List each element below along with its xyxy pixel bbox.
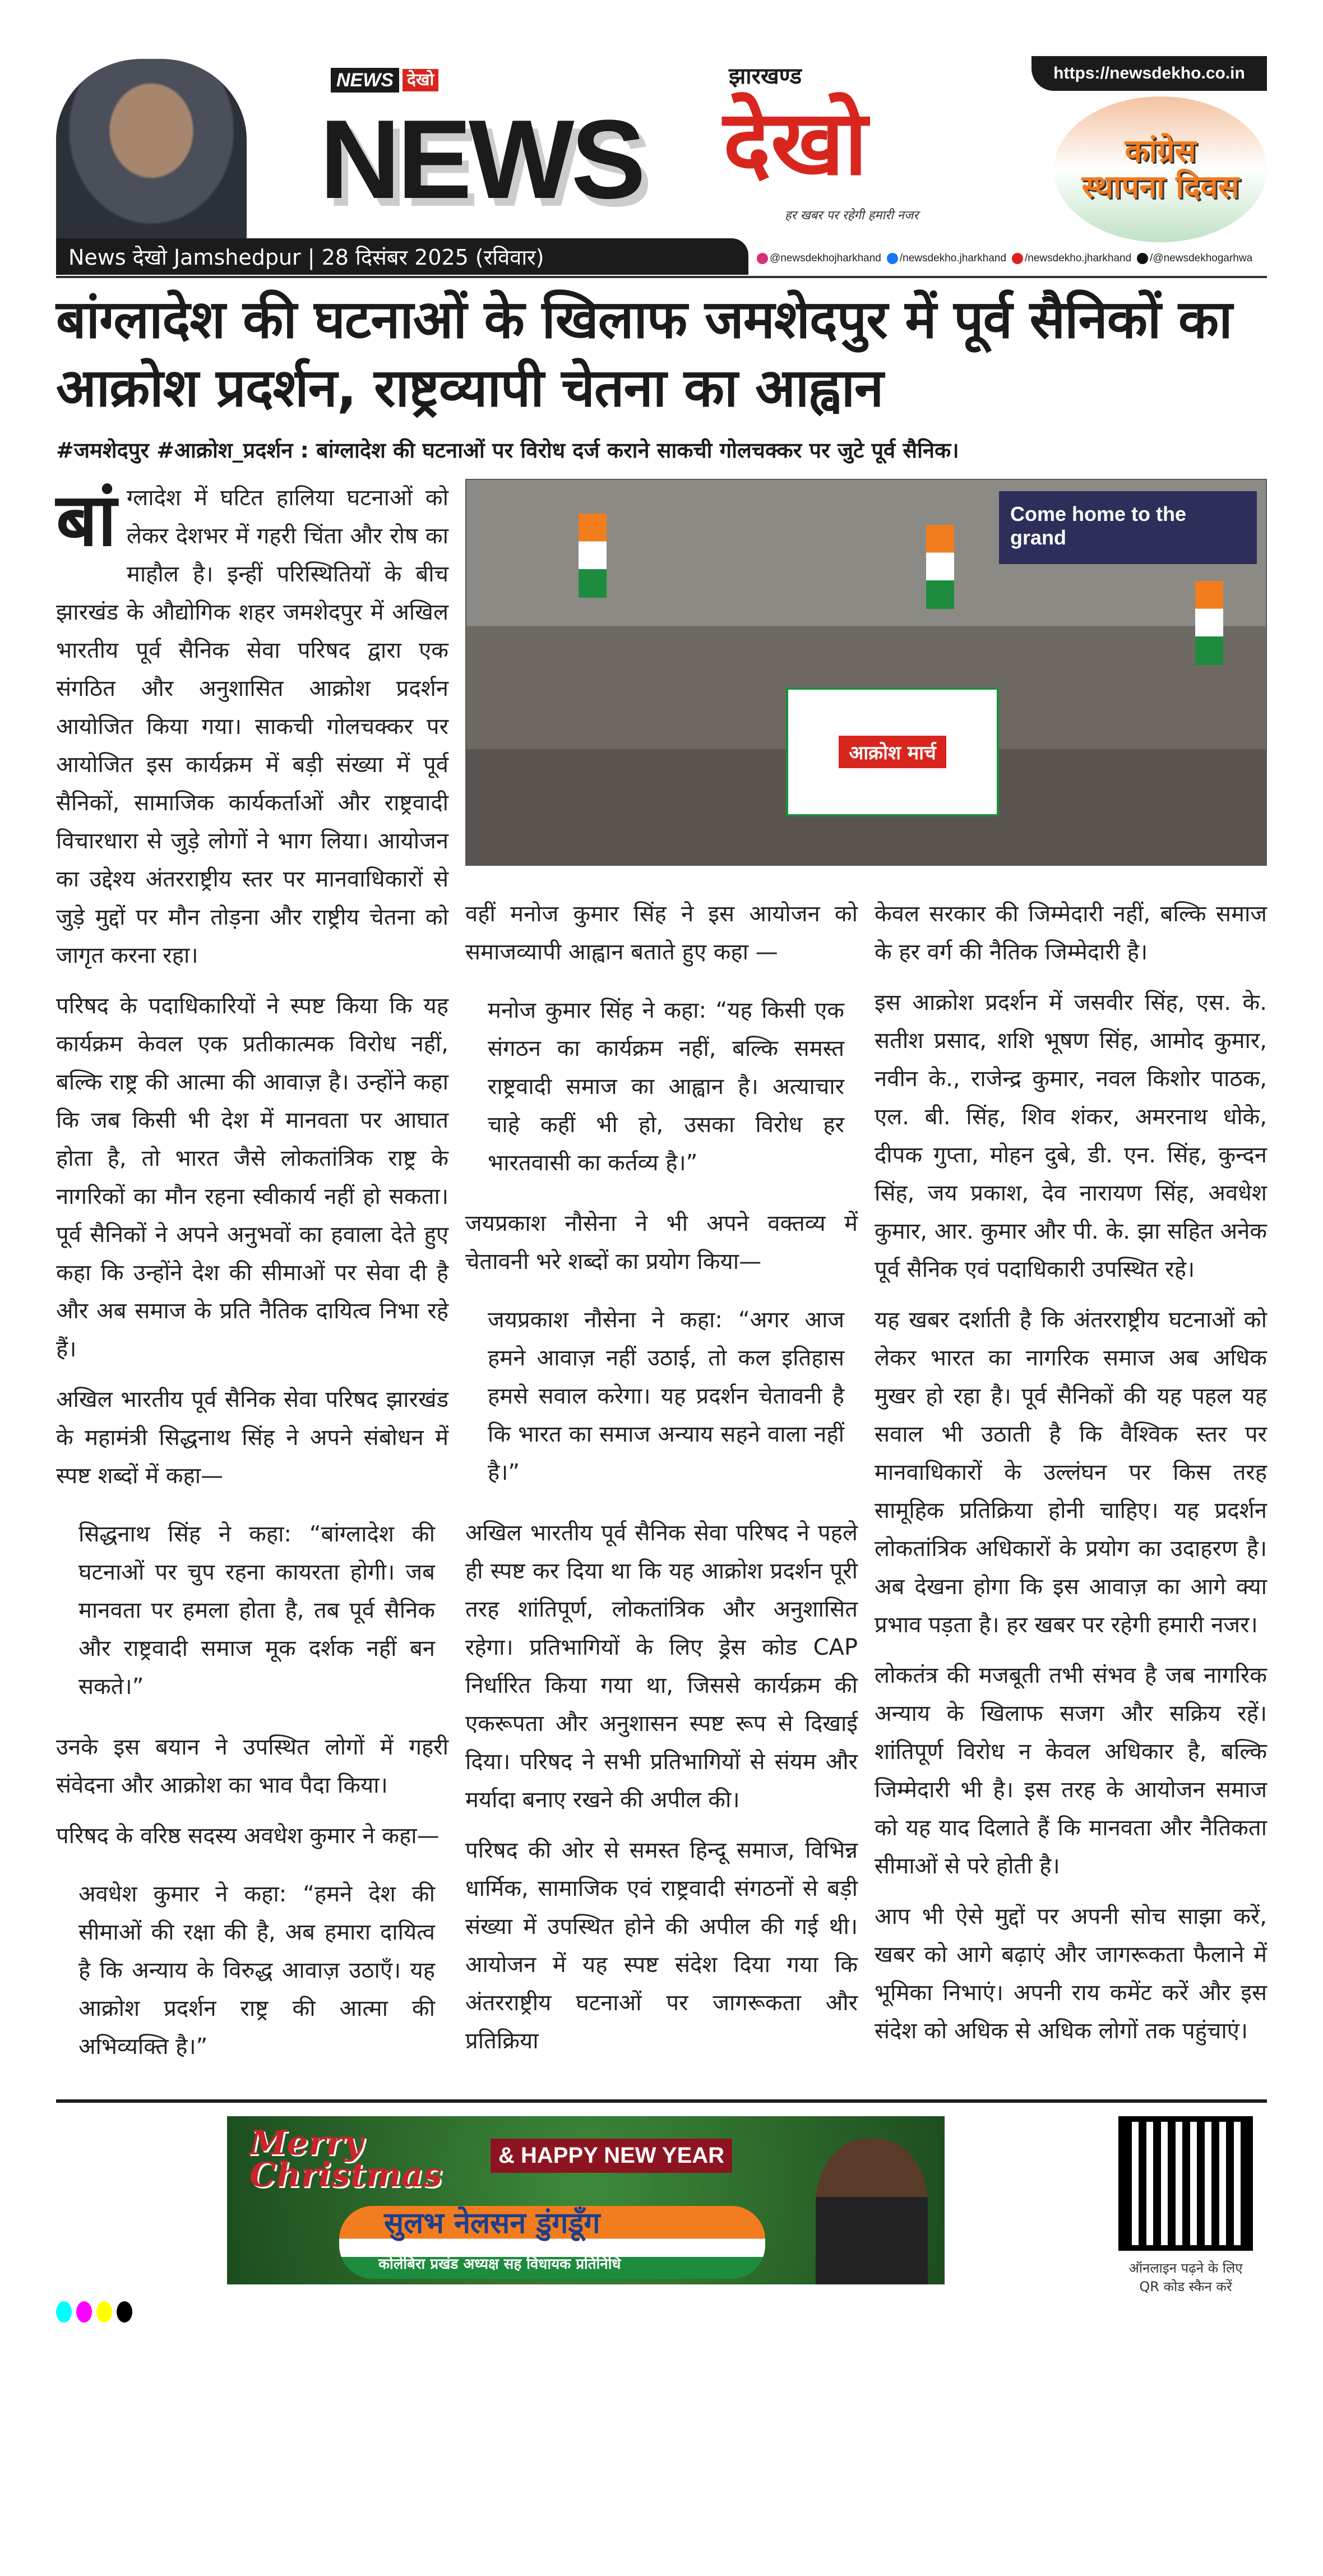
x-link[interactable] [1137, 252, 1252, 265]
paragraph: यह खबर दर्शाती है कि अंतरराष्ट्रीय घटनाओं को लेकर भारत का नागरिक समाज अब अधिक मुखर हो रहा है। पूर्व सैनिकों की यह पहल यह सवाल भी उठाती है कि वैश्विक स्तर पर मानवाधिकारों के उल्लंघन पर किस तरह सामूहिक प्रतिक्रिया होनी चाहिए। यह प्रदर्शन लोकतांत्रिक अधिकारों के प्रयोग का उदाहरण है। अब देखना होगा कि इस आवाज़ का आगे क्या प्रभाव पड़ता है। हर खबर पर रहेगी हमारी नजर। [875, 1307, 1267, 1638]
footer-divider [56, 2099, 1267, 2103]
header-divider [56, 276, 1267, 278]
headline: बांग्लादेश की घटनाओं के खिलाफ जमशेदपुर में पूर्व सैनिकों का आक्रोश प्रदर्शन, राष्ट्रव्यापी चेतना का आह्वान [56, 289, 1232, 419]
mini-logo-dekho: देखो [403, 69, 438, 91]
column-3 [875, 895, 1267, 2062]
paragraph: उनके इस बयान ने उपस्थित लोगों में गहरी संवेदना और आक्रोश का भाव पैदा किया। [56, 1734, 448, 1798]
congress-foundation-day-badge [1054, 96, 1267, 242]
facebook-handle: /newsdekho.jharkhand [899, 252, 1007, 264]
website-url[interactable]: https://newsdekho.co.in [1031, 56, 1267, 91]
protest-photo [465, 479, 1267, 866]
logo-dekho: देखो [723, 90, 868, 195]
masthead [0, 0, 1323, 280]
paragraph: परिषद के वरिष्ठ सदस्य अवधेश कुमार ने कहा— [56, 1822, 440, 1849]
mini-logo-news: NEWS [331, 68, 399, 93]
instagram-link[interactable] [757, 252, 881, 265]
advertisement-banner[interactable] [227, 2116, 945, 2284]
footer [0, 2099, 1323, 2335]
magenta-mark [76, 2301, 92, 2323]
instagram-handle: @newsdekhojharkhand [770, 252, 881, 264]
paragraph: परिषद के पदाधिकारियों ने स्पष्ट किया कि यह कार्यक्रम केवल एक प्रतीकात्मक विरोध नहीं, बल्कि राष्ट्र की आत्मा की आवाज़ है। उन्होंने कहा कि जब किसी भी देश में मानवता पर आघात होता है, तो भारत जैसे लोकतांत्रिक राष्ट्र के नागरिकों का मौन रहना स्वीकार्य नहीं हो सकता। पूर्व सैनिकों ने अपने अनुभवों का हवाला देते हुए कहा कि उन्होंने देश की सीमाओं पर सेवा दी है और अब समाज के प्रति नैतिक दायित्व निभा रहे हैं। [56, 992, 448, 1362]
cmyk-registration-marks [56, 2301, 132, 2323]
paragraph: जयप्रकाश नौसेना ने भी अपने वक्तव्य में चेतावनी भरे शब्दों का प्रयोग किया— [465, 1210, 858, 1275]
subheadline: #जमशेदपुर #आक्रोश_प्रदर्शन : बांग्लादेश की घटनाओं पर विरोध दर्ज कराने साकची गोलचक्कर पर जुटे पूर्व सैनिक। [56, 438, 959, 463]
x-handle: /@newsdekhogarhwa [1150, 252, 1253, 264]
quote: अवधेश कुमार ने कहा: “हमने देश की सीमाओं की रक्षा की है, अब हमारा दायित्व है कि अन्याय के विरुद्ध आवाज़ उठाएँ। यह आक्रोश प्रदर्शन राष्ट्र की आत्मा की अभिव्यक्ति है।” [78, 1881, 435, 2060]
facebook-icon [887, 253, 898, 264]
mini-logo [331, 66, 438, 94]
social-links [757, 252, 1252, 265]
ad-name: सुलभ नेलसन डुंगडूँग [384, 2206, 600, 2240]
quote: सिद्धनाथ सिंह ने कहा: “बांग्लादेश की घटनाओं पर चुप रहना कायरता होगी। जब मानवता पर हमला होता है, तब पूर्व सैनिक और राष्ट्रवादी समाज मूक दर्शक नहीं बन सकते।” [78, 1521, 435, 1700]
youtube-link[interactable] [1012, 252, 1131, 265]
paragraph: अखिल भारतीय पूर्व सैनिक सेवा परिषद झारखंड के महामंत्री सिद्धनाथ सिंह ने अपने संबोधन में स्पष्ट शब्दों में कहा— [56, 1386, 448, 1489]
qr-code[interactable] [1118, 2116, 1253, 2251]
protest-banner: आक्रोश मार्च [786, 687, 999, 816]
shop-sign: Come home to the grand [999, 491, 1257, 564]
quote: जयप्रकाश नौसेना ने कहा: “अगर आज हमने आवाज़ नहीं उठाई, तो कल इतिहास हमसे सवाल करेगा। यह प्रदर्शन चेतावनी है कि भारत का समाज अन्याय सहने वाला नहीं है।” [488, 1307, 844, 1485]
paragraph: अखिल भारतीय पूर्व सैनिक सेवा परिषद ने पहले ही स्पष्ट कर दिया था कि यह आक्रोश प्रदर्शन पूरी तरह शांतिपूर्ण, लोकतांत्रिक और अनुशासित रहेगा। प्रतिभागियों के लिए ड्रेस कोड CAP निर्धारित किया गया था, जिससे कार्यक्रम की एकरूपता और अनुशासन स्पष्ट रूप से दिखाई दिया। परिषद ने सभी प्रतिभागियों से संयम और मर्यादा बनाए रखने की अपील की। [465, 1520, 858, 1813]
logo-state: झारखण्ड [729, 63, 802, 89]
ad-merry-christmas: Merry Christmas [249, 2123, 442, 2195]
flag [579, 514, 607, 598]
column-2 [465, 895, 858, 2072]
dateline: News देखो Jamshedpur | 28 दिसंबर 2025 (रविवार) [56, 238, 748, 275]
ad-person-photo [816, 2139, 928, 2284]
x-icon [1137, 253, 1148, 264]
logo-news: NEWS [320, 97, 642, 222]
facebook-link[interactable] [887, 252, 1006, 265]
paragraph: बांग्लादेश में घटित हालिया घटनाओं को लेकर देशभर में गहरी चिंता और रोष का माहौल है। इन्हीं परिस्थितियों के बीच झारखंड के औद्योगिक शहर जमशेदपुर में अखिल भारतीय पूर्व सैनिक सेवा परिषद द्वारा एक संगठित और अनुशासित आक्रोश प्रदर्शन आयोजित किया गया। साकची गोलचक्कर पर आयोजित इस कार्यक्रम में बड़ी संख्या में पूर्व सैनिकों, सामाजिक कार्यकर्ताओं और राष्ट्रवादी विचारधारा से जुड़े लोगों ने भाग लिया। आयोजन का उद्देश्य अंतरराष्ट्रीय स्तर पर मानवाधिकारों से जुड़े मुद्दों पर मौन तोड़ना और राष्ट्रीय चेतना को जागृत करना रहा। [56, 477, 448, 968]
article [0, 280, 1323, 2088]
column-1 [56, 479, 448, 2088]
black-mark [117, 2301, 132, 2323]
youtube-handle: /newsdekho.jharkhand [1025, 252, 1132, 264]
paragraph: वहीं मनोज कुमार सिंह ने इस आयोजन को समाजव्यापी आह्वान बताते हुए कहा — [465, 901, 858, 965]
yellow-mark [96, 2301, 112, 2323]
badge-line2: स्थापना दिवस [1081, 169, 1239, 205]
paragraph: इस आक्रोश प्रदर्शन में जसवीर सिंह, एस. के. सतीश प्रसाद, शशि भूषण सिंह, आमोद कुमार, नवीन के., राजेन्द्र कुमार, नवल किशोर पाठक, एल. बी. सिंह, शिव शंकर, अमरनाथ धोके, दीपक गुप्ता, मोहन दुबे, डी. एन. सिंह, कुन्दन सिंह, जय प्रकाश, देव नारायण सिंह, अवधेश कुमार, आर. कुमार और पी. के. झा सहित अनेक पूर्व सैनिक एवं पदाधिकारी उपस्थित रहे। [875, 989, 1267, 1282]
flag [926, 525, 954, 609]
flag [1195, 581, 1223, 665]
badge-line1: कांग्रेस [1125, 132, 1196, 169]
paragraph: लोकतंत्र की मजबूती तभी संभव है जब नागरिक अन्याय के खिलाफ सजग और सक्रिय रहें। शांतिपूर्ण विरोध न केवल अधिकार है, बल्कि जिम्मेदारी भी है। इस तरह के आयोजन समाज को यह याद दिलाते हैं कि मानवता और नैतिकता सीमाओं से परे होती है। [875, 1662, 1267, 1879]
paragraph: आप भी ऐसे मुद्दों पर अपनी सोच साझा करें, खबर को आगे बढ़ाएं और जागरूकता फैलाने में भूमिका निभाएं। अपनी राय कमेंट करें और इस संदेश को अधिक से अधिक लोगों तक पहुंचाएं। [875, 1903, 1267, 2044]
article-columns [56, 479, 1273, 2088]
paragraph: केवल सरकार की जिम्मेदारी नहीं, बल्कि समाज के हर वर्ग की नैतिक जिम्मेदारी है। [875, 901, 1267, 965]
drop-cap: बां [56, 477, 117, 562]
cyan-mark [56, 2301, 72, 2323]
person-photo [56, 59, 247, 238]
ad-happy-new-year: & HAPPY NEW YEAR [491, 2139, 732, 2173]
quote: मनोज कुमार सिंह ने कहा: “यह किसी एक संगठन का कार्यक्रम नहीं, बल्कि समस्त राष्ट्रवादी समाज का आह्वान है। अत्याचार चाहे कहीं भी हो, उसका विरोध हर भारतवासी का कर्तव्य है।” [488, 997, 844, 1176]
ad-title: कोलेबिरा प्रखंड अध्यक्ष सह विधायक प्रतिनिधि [378, 2255, 621, 2273]
paragraph: परिषद की ओर से समस्त हिन्दू समाज, विभिन्न धार्मिक, सामाजिक एवं राष्ट्रवादी संगठनों से बड़ी संख्या में उपस्थित होने की अपील की गई थी। आयोजन में यह स्पष्ट संदेश दिया गया कि अंतरराष्ट्रीय घटनाओं पर जागरूकता और प्रतिक्रिया [465, 1837, 858, 2054]
instagram-icon [757, 253, 768, 264]
tagline: हर खबर पर रहेगी हमारी नजर [785, 209, 919, 223]
qr-caption: ऑनलाइन पढ़ने के लिए QR कोड स्कैन करें [1128, 2260, 1243, 2295]
youtube-icon [1012, 253, 1023, 264]
